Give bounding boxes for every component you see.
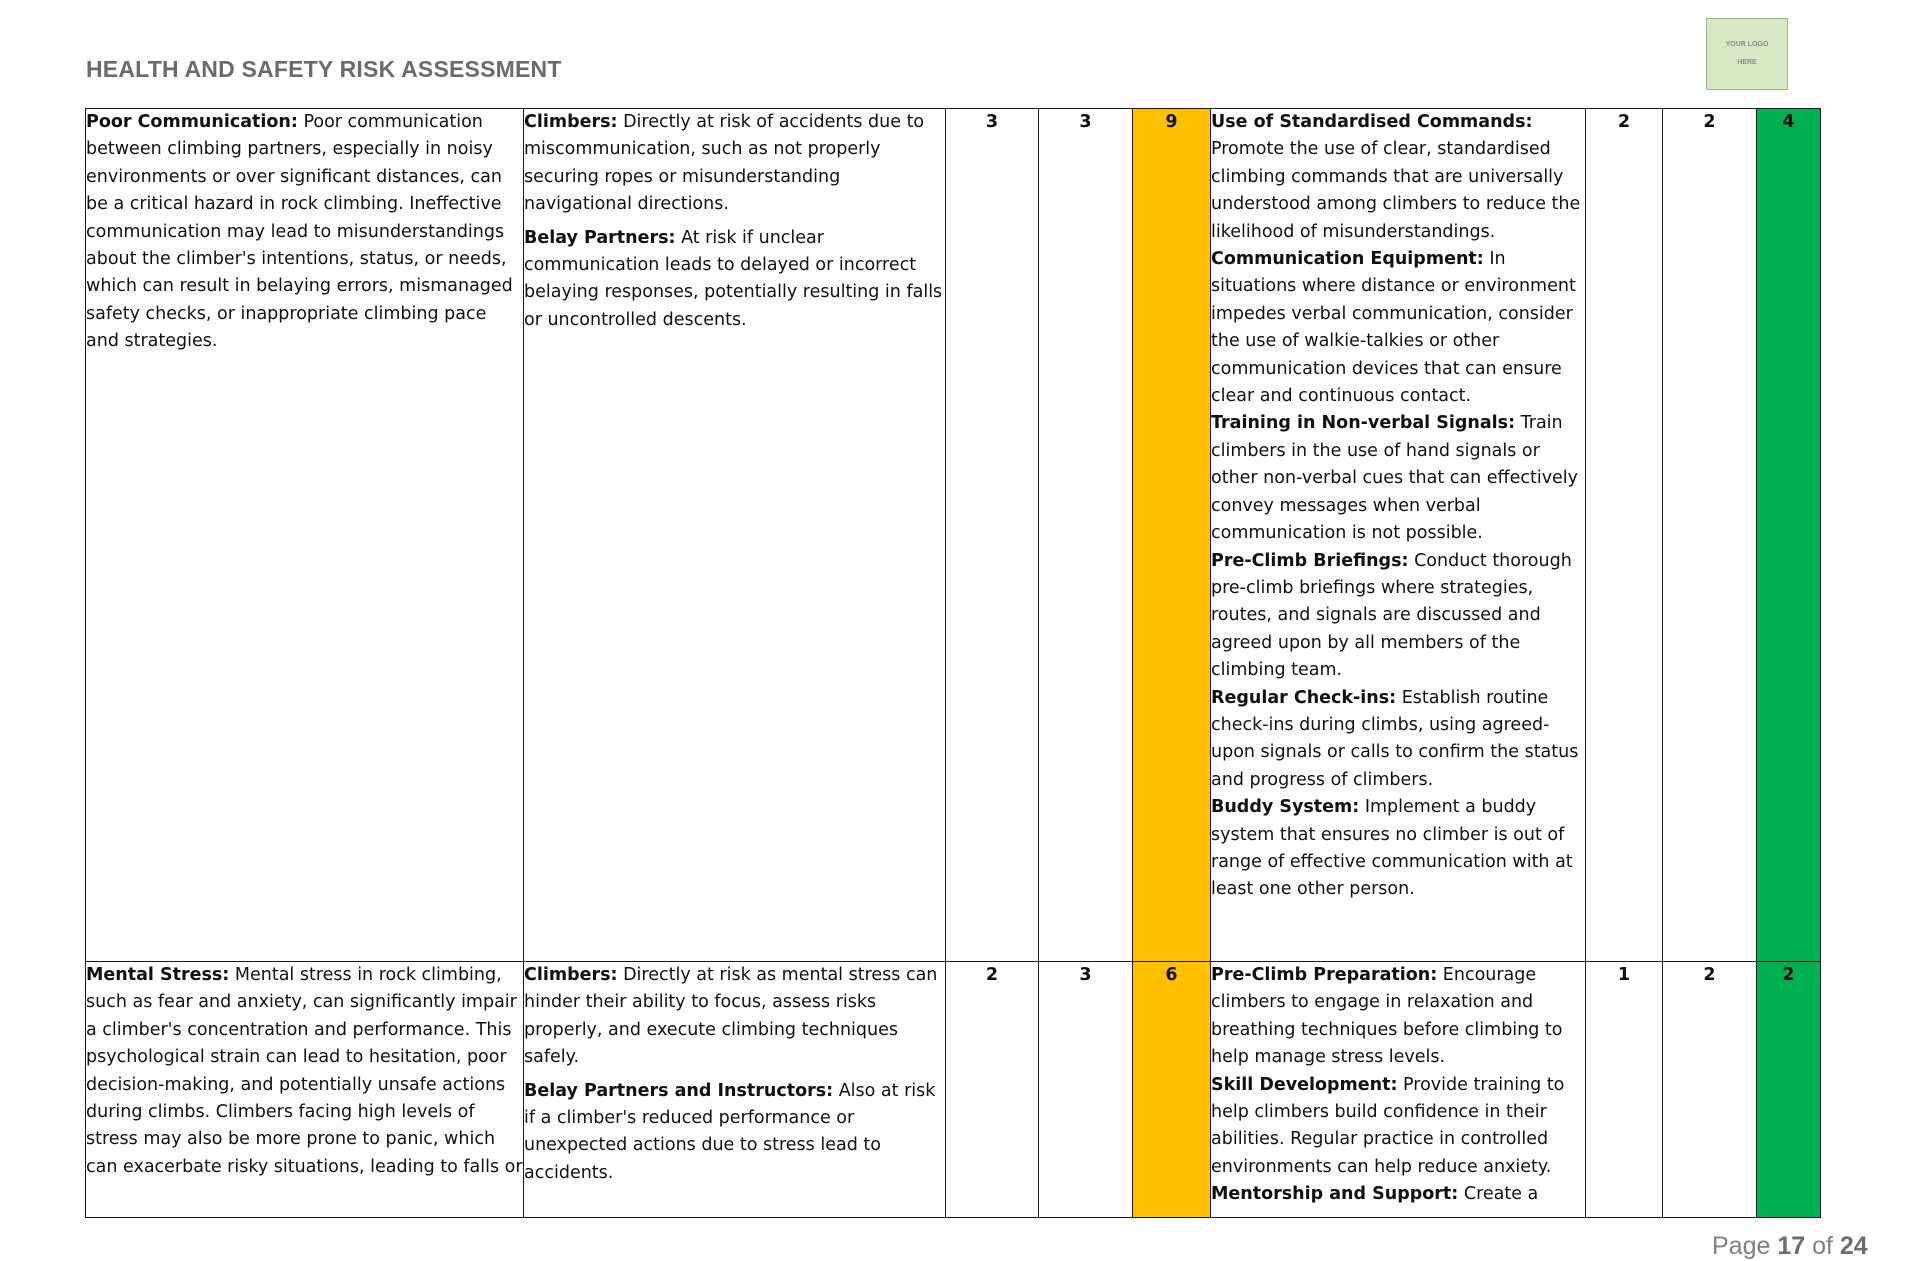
severity-cell: 3 bbox=[1039, 109, 1133, 962]
risk-rating-cell: 9 bbox=[1133, 109, 1211, 962]
control-measure: Pre-Climb Preparation: Encourage climbers to engage in relaxation and breathing techniques before climbing to help manage stress levels. bbox=[1211, 965, 1563, 1068]
document-title: HEALTH AND SAFETY RISK ASSESSMENT bbox=[86, 56, 562, 82]
likelihood-cell: 3 bbox=[946, 109, 1039, 962]
likelihood-cell: 2 bbox=[946, 962, 1039, 1218]
risk-rating-cell: 6 bbox=[1133, 962, 1211, 1218]
table-row bbox=[86, 109, 1821, 962]
logo-text-line2: HERE bbox=[1737, 59, 1757, 66]
hazard-description: Poor Communication: Poor communication between climbing partners, especially in noisy environments or over significant distances, can be a critical hazard in rock climbing. Ineffective communication may lead to misunderstandings about the climber's intentions, status, or needs, which can result in belaying errors, mismanaged safety checks, or inappropriate climbing pace and strategies. bbox=[86, 112, 513, 352]
residual-severity-cell: 2 bbox=[1663, 109, 1757, 962]
logo-placeholder bbox=[1706, 18, 1788, 90]
control-measure: Pre-Climb Briefings: Conduct thorough pre-climb briefings where strategies, routes, and signals are discussed and agreed upon by all members of the climbing team. bbox=[1211, 550, 1572, 681]
page-number: Page 17 of 24 bbox=[1712, 1232, 1868, 1260]
risk-assessment-table bbox=[85, 108, 1821, 1218]
hazard-cell bbox=[86, 109, 524, 962]
severity-cell: 3 bbox=[1039, 962, 1133, 1218]
who-at-risk-entry: Climbers: Directly at risk of accidents due to miscommunication, such as not properly securing ropes or misunderstanding navigational directions. bbox=[524, 112, 925, 215]
residual-likelihood-cell: 1 bbox=[1586, 962, 1663, 1218]
control-measures-cell bbox=[1211, 962, 1586, 1218]
hazard-description: Mental Stress: Mental stress in rock climbing, such as fear and anxiety, can significantly impair a climber's concentration and performance. This psychological strain can lead to hesitation, poor decision-making, and potentially unsafe actions during climbs. Climbers facing high levels of stress may also be more prone to panic, which can exacerbate risky situations, leading to falls or bbox=[86, 965, 523, 1177]
table-row bbox=[86, 962, 1821, 1218]
control-measure: Buddy System: Implement a buddy system that ensures no climber is out of range of effective communication with at least one other person. bbox=[1211, 797, 1573, 900]
who-at-risk-entry: Climbers: Directly at risk as mental stress can hinder their ability to focus, assess risks properly, and execute climbing techniques safely. bbox=[524, 965, 938, 1068]
who-at-risk-entry: Belay Partners and Instructors: Also at risk if a climber's reduced performance or unexpected actions due to stress lead to accidents. bbox=[524, 1080, 936, 1183]
logo-text-line1: YOUR LOGO bbox=[1725, 41, 1769, 48]
who-at-risk-entry: Belay Partners: At risk if unclear communication leads to delayed or incorrect belaying responses, potentially resulting in falls or uncontrolled descents. bbox=[524, 227, 943, 330]
hazard-cell bbox=[86, 962, 524, 1218]
residual-risk-cell: 4 bbox=[1757, 109, 1821, 962]
control-measure: Mentorship and Support: Create a bbox=[1211, 1184, 1539, 1205]
control-measures-cell bbox=[1211, 109, 1586, 962]
control-measure: Skill Development: Provide training to help climbers build confidence in their abilities. Regular practice in controlled environments can help reduce anxiety. bbox=[1211, 1074, 1565, 1177]
who-at-risk-cell bbox=[524, 962, 946, 1218]
control-measure: Communication Equipment: In situations where distance or environment impedes verbal communication, consider the use of walkie-talkies or other communication devices that can ensure clear and continuous contact. bbox=[1211, 249, 1576, 407]
residual-risk-cell: 2 bbox=[1757, 962, 1821, 1218]
residual-likelihood-cell: 2 bbox=[1586, 109, 1663, 962]
control-measure: Use of Standardised Commands: Promote the use of clear, standardised climbing commands that are universally understood among climbers to reduce the likelihood of misunderstandings. bbox=[1211, 112, 1581, 242]
who-at-risk-cell bbox=[524, 109, 946, 962]
control-measure: Regular Check-ins: Establish routine check-ins during climbs, using agreed-upon signals or calls to confirm the status and progress of climbers. bbox=[1211, 687, 1579, 790]
control-measure: Training in Non-verbal Signals: Train climbers in the use of hand signals or other non-verbal cues that can effectively convey messages when verbal communication is not possible. bbox=[1211, 413, 1579, 544]
residual-severity-cell: 2 bbox=[1663, 962, 1757, 1218]
